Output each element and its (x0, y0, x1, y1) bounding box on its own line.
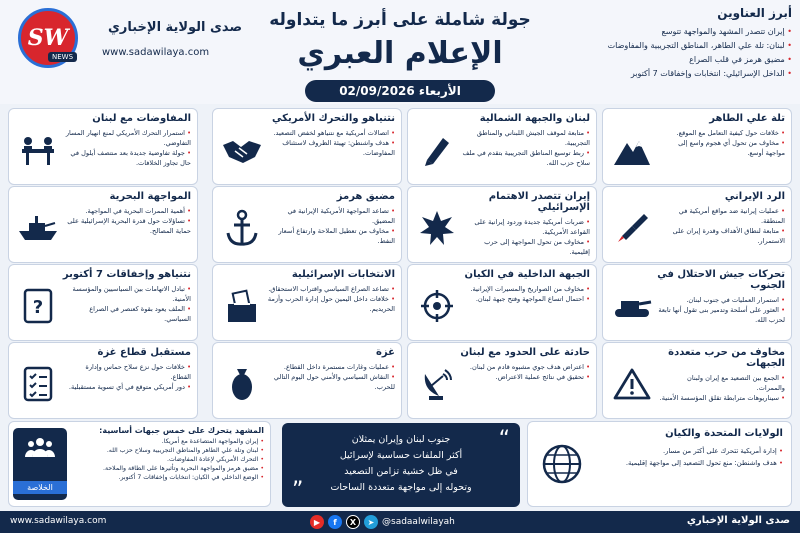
card-item: • مخاوف من تحول المواجهة إلى حرب إقليمية. (462, 237, 590, 257)
card-title: الانتخابات الإسرائيلية (291, 269, 395, 280)
quote-close-icon: ” (292, 478, 304, 503)
warship-icon (17, 207, 59, 249)
summary-item: • لبنان وتلة علي الطاهر والمناطق التجريبية وسلاح حزب الله. (68, 446, 264, 455)
summary-tag (13, 428, 67, 500)
card-item: • أهمية الممرات البحرية في المواجهة. (63, 206, 191, 216)
card-item: • تساؤلات حول قدرة البحرية الإسرائيلية على حماية المصالح. (63, 216, 191, 236)
card-item: • احتمال اتساع المواجهة وفتح جبهة لبنان. (462, 294, 590, 304)
card-item: • العثور على أسلحة وتدمير بنى تقول أنها تابعة لحزب الله. (657, 305, 785, 325)
card-item: • متابعة لموقف الجيش اللبناني والمناطق التجريبية. (462, 128, 590, 148)
logo-news-tag: NEWS (48, 52, 77, 62)
card-item: • مخاوف من تحول أي هجوم واسع إلى مواجهة أوسع. (657, 138, 785, 158)
bomb-icon (221, 363, 263, 405)
card-item: • تبادل الاتهامات بين السياسيين والمؤسسة الأمنية. (63, 284, 191, 304)
handshake-icon (221, 129, 263, 171)
card-title: إيران تتصدر الاهتمام الإسرائيلي (488, 191, 590, 213)
card-item: • سيناريوهات مترابطة تقلق المؤسسة الأمنية. (657, 393, 785, 403)
svg-text:?: ? (32, 297, 44, 318)
social-handle[interactable]: @sadaalwilayah (382, 517, 455, 527)
footer-brand: صدى الولاية الإخباري (686, 515, 790, 526)
topic-card (602, 108, 792, 185)
x-icon[interactable]: X (346, 515, 360, 529)
card-item: • تحقيق في نتائج عملية الاعتراض. (462, 372, 590, 382)
summary-item: • إيران والمواجهة المتصاعدة مع أمريكا. (68, 437, 264, 446)
headline-item: • إيران تتصدر المشهد والمواجهة تتوسع (564, 25, 792, 39)
page-title-line2: الإعلام العبري (297, 36, 503, 71)
topic-card (8, 186, 198, 263)
topic-card (407, 264, 597, 341)
card-item: • الجمع بين التصعيد مع إيران ولبنان والممرات. (657, 373, 785, 393)
card-title: حادثة على الحدود مع لبنان (460, 347, 590, 358)
topic-card (8, 342, 198, 419)
card-item: • جولة تفاوضية جديدة بعد منتصف أيلول في حال تجاوز الخلافات. (63, 148, 191, 168)
headlines-title: أبرز العناوين (717, 6, 792, 20)
target-icon (416, 285, 458, 327)
anchor-icon (221, 207, 263, 249)
checklist-icon (17, 363, 59, 405)
card-title: الجبهة الداخلية في الكيان (464, 269, 590, 280)
quote-line: في ظل خشية تزامن التصعيد (344, 466, 458, 477)
quote-line: جنوب لبنان وإيران يمثلان (351, 434, 451, 445)
card-title: مضيق هرمز (336, 191, 395, 202)
headline-item: • الداخل الإسرائيلي: انتخابات وإخفاقات 7 أكتوبر (564, 67, 792, 81)
quote-line: وتحوله إلى مواجهة متعددة الساحات (330, 482, 472, 493)
card-item: • ضربات أمريكية جديدة وردود إيرانية على القواعد الأمريكية. (462, 217, 590, 237)
footer-url[interactable]: www.sadawilaya.com (10, 516, 107, 526)
card-item: • الملف يعود بقوة كعنصر في الصراع السياسي. (63, 304, 191, 324)
topic-card (212, 264, 402, 341)
us-relations-item: • إدارة أمريكية تتحرك على أكثر من مسار. (583, 445, 783, 457)
topic-card (8, 264, 198, 341)
explosion-icon (416, 207, 458, 249)
globe-icon (540, 442, 584, 486)
card-item: • خلافات حول كيفية التعامل مع الموقع. (657, 128, 785, 138)
card-title: المواجهة البحرية (109, 191, 191, 202)
card-item: • خلافات داخل اليمين حول إدارة الحرب وأزمة الحريديم. (267, 294, 395, 314)
card-item: • عمليات إيرانية ضد مواقع أمريكية في المنطقة. (657, 206, 785, 226)
card-title: نتنياهو وإخفاقات 7 أكتوبر (62, 269, 191, 280)
mountain-icon (611, 129, 653, 171)
card-item: • استمرار التحرك الأمريكي لمنع انهيار المسار التفاوضي. (63, 128, 191, 148)
header (0, 0, 800, 104)
page-title-line1: جولة شاملة على أبرز ما يتداوله (269, 10, 531, 30)
card-title: نتنياهو والتحرك الأمريكي (272, 113, 395, 124)
summary-item: • التحرك الأمريكي لإعادة المفاوضات. (68, 455, 264, 464)
missile-icon (611, 207, 653, 249)
card-item: • اتصالات أمريكية مع نتنياهو لخفض التصعيد. (267, 128, 395, 138)
topic-card (212, 108, 402, 185)
card-item: • ربط توسيع المناطق التجريبية بتقدم في ملف سلاح حزب الله. (462, 148, 590, 168)
telegram-icon[interactable]: ➤ (364, 515, 378, 529)
topic-card (602, 342, 792, 419)
question-doc-icon (17, 285, 59, 327)
summary-item: • الوضع الداخلي في الكيان: انتخابات وإخفاقات 7 أكتوبر. (68, 473, 264, 482)
topic-card (602, 186, 792, 263)
topic-card (212, 342, 402, 419)
card-title: الرد الإيراني (724, 191, 785, 202)
us-relations-item: • هدف واشنطن: منع تحول التصعيد إلى مواجهة إقليمية. (583, 457, 783, 469)
card-title: المفاوضات مع لبنان (92, 113, 191, 124)
brand-url[interactable]: www.sadawilaya.com (102, 47, 210, 58)
headline-item: • لبنان: تلة علي الطاهر، المناطق التجريبية والمفاوضات (564, 39, 792, 53)
brand-name: صدى الولاية الإخباري (107, 20, 242, 35)
quote-line: أكثر الملفات حساسية لإسرائيل (339, 450, 463, 461)
headlines-panel (564, 6, 792, 81)
summary-item: • مضيق هرمز والمواجهة البحرية وتأثيرها على الطاقة والملاحة. (68, 464, 264, 473)
tank-icon (611, 285, 653, 327)
ballot-box-icon (221, 285, 263, 327)
card-item: • استمرار العمليات في جنوب لبنان. (657, 295, 785, 305)
topic-card (212, 186, 402, 263)
card-title: تلة علي الطاهر (709, 113, 785, 124)
card-item: • دور أمريكي متوقع في أي تسوية مستقبلية. (63, 382, 191, 392)
card-item: • مخاوف من الصواريخ والمسيرات الإيرانية. (462, 284, 590, 294)
date-badge: الأربعاء 02/09/2026 (305, 80, 495, 102)
topic-card (602, 264, 792, 341)
quote-open-icon: “ (498, 427, 510, 452)
card-item: • عمليات وغارات مستمرة داخل القطاع. (267, 362, 395, 372)
card-item: • هدف واشنطن: تهيئة الظروف لاستئناف المفاوضات. (267, 138, 395, 158)
card-title: لبنان والجبهة الشمالية (479, 113, 590, 124)
card-title: تحركات جيش الاحتلال في الجنوب (657, 269, 785, 291)
card-item: • مخاوف من تعطيل الملاحة وارتفاع أسعار النفط. (267, 226, 395, 246)
topic-card (407, 186, 597, 263)
card-title: مستقبل قطاع غزة (97, 347, 191, 358)
pen-icon (416, 129, 458, 171)
topic-card (407, 108, 597, 185)
card-item: • اعتراض هدف جوي مشبوه قادم من لبنان. (462, 362, 590, 372)
summary-title: المشهد يتحرك على خمس جبهات أساسية: (99, 426, 264, 435)
summary-panel (8, 421, 271, 507)
card-item: • النقاش السياسي والأمني حول اليوم التالي للحرب. (267, 372, 395, 392)
summary-label: الخلاصة (13, 481, 67, 494)
summary-body (68, 426, 264, 482)
people-icon (13, 436, 67, 463)
footer (0, 511, 800, 533)
card-item: • خلافات حول نزع سلاح حماس وإدارة القطاع. (63, 362, 191, 382)
us-relations-title: الولايات المتحدة والكيان (665, 428, 783, 439)
topic-card (407, 342, 597, 419)
logo-circle: SW (18, 8, 78, 68)
card-item: • تصاعد الصراع السياسي واقتراب الاستحقاق. (267, 284, 395, 294)
facebook-icon[interactable]: f (328, 515, 342, 529)
card-item: • متابعة لنطاق الأهداف وقدرة إيران على الاستمرار. (657, 226, 785, 246)
us-relations-panel (527, 421, 792, 507)
topic-card (8, 108, 198, 185)
card-item: • تصاعد المواجهة الأمريكية الإيرانية في المضيق. (267, 206, 395, 226)
quote-box (282, 423, 520, 507)
radar-dish-icon (416, 363, 458, 405)
card-title: غزة (376, 347, 395, 358)
warning-icon (611, 363, 653, 405)
youtube-icon[interactable]: ▶ (310, 515, 324, 529)
headline-item: • مضيق هرمز في قلب الصراع (564, 53, 792, 67)
negotiation-table-icon (17, 129, 59, 171)
card-title: مخاوف من حرب متعددة الجبهات (668, 347, 785, 369)
social-links (310, 515, 455, 529)
brand-logo (18, 8, 96, 70)
